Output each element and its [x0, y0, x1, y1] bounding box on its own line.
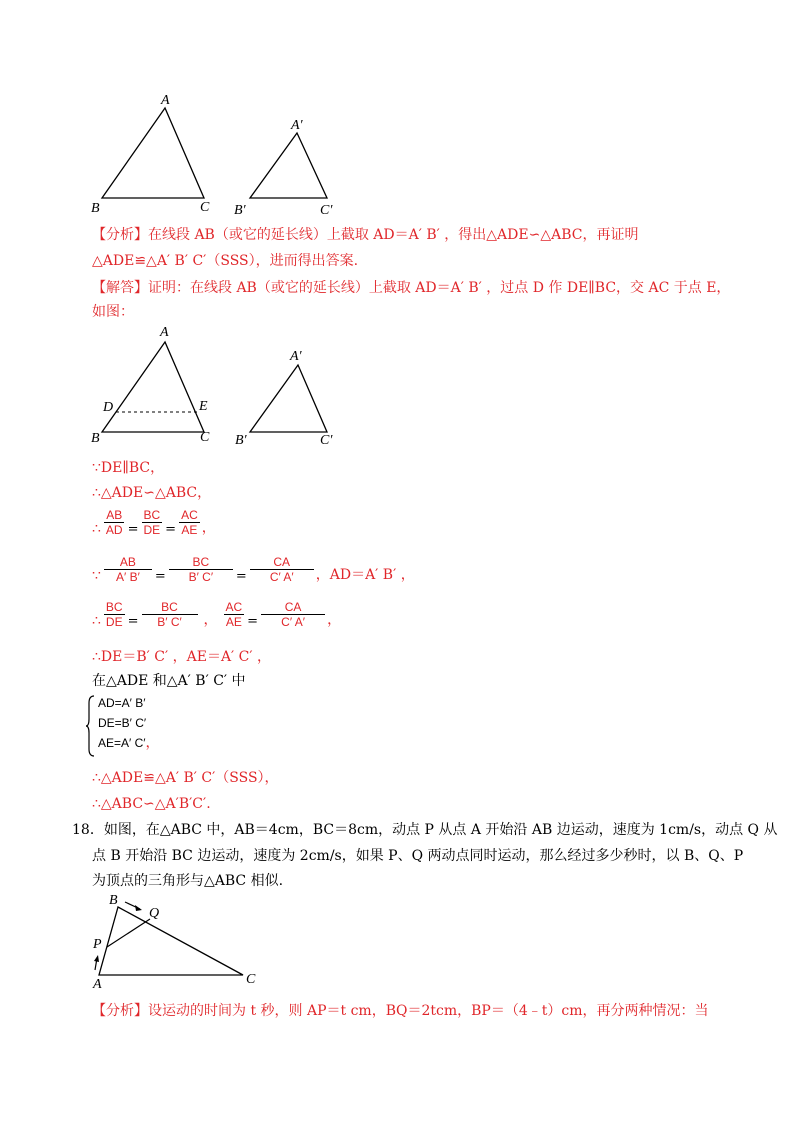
step-4-ratios: ∵ $\frac{AB}{A' B'}$ = $\frac{BC}{B' C'}$ = $\frac{CA}{C' A'}$ ，AD＝A′ B′ ，	[92, 555, 415, 584]
fig1-label-B-prime: B′	[234, 203, 246, 218]
fig2-label-B: B	[91, 431, 100, 446]
analysis-2-line-1	[92, 1001, 708, 1021]
solution-1-text: 证明：在线段 AB（或它的延长线）上截取 AD＝A′ B′ ，过点 D 作 DE∥BC，交 AC 于点 E，	[148, 280, 731, 296]
fig3-label-C: C	[246, 972, 256, 987]
analysis-tag: 【分析】	[92, 1003, 148, 1019]
fraction: $\frac{CA}{C' A'}$	[261, 600, 325, 629]
fraction: $\frac{BC}{DE}$	[143, 508, 161, 537]
fraction: $\frac{AC}{AE}$	[225, 600, 243, 629]
equation-system	[90, 693, 160, 753]
fig2-label-C-prime: C′	[320, 433, 333, 448]
fraction: $\frac{CA}{C' A'}$	[250, 555, 314, 584]
step-7: 在△ADE 和△A′ B′ C′ 中	[92, 673, 246, 689]
fig2-label-B-prime: B′	[235, 433, 247, 448]
step-8: ∴△ADE≌△A′ B′ C′（SSS），	[92, 770, 279, 786]
fig2-label-A-prime: A′	[290, 349, 302, 364]
problem-18-line-1: 18．如图，在△ABC 中，AB＝4cm，BC＝8cm，动点 P 从点 A 开始沿 AB 边运动，速度为 1cm/s，动点 Q 从	[72, 822, 778, 838]
figure-1-triangles	[80, 88, 360, 223]
figure-3-triangle	[85, 895, 260, 990]
analysis-1-text: 在线段 AB（或它的延长线）上截取 AD＝A′ B′ ，得出△ADE∽△ABC，再证明	[148, 227, 639, 243]
fraction: $\frac{BC}{DE}$	[105, 600, 123, 629]
fig1-label-C-prime: C′	[320, 203, 333, 218]
therefore-symbol: ∴	[92, 521, 101, 537]
problem-18-line-3: 为顶点的三角形与△ABC 相似.	[92, 873, 284, 889]
fraction: $\frac{AB}{A' B'}$	[104, 555, 152, 584]
step-9: ∴△ABC∽△A′B′C′.	[92, 796, 211, 812]
analysis-tag: 【分析】	[92, 227, 148, 243]
fig3-label-B: B	[109, 893, 118, 908]
fig1-label-B: B	[91, 201, 100, 216]
fig1-label-A: A	[161, 93, 170, 108]
step-5-ratios: ∴ $\frac{BC}{DE}$ = $\frac{BC}{B' C'}$ ， $\frac{AC}{AE}$ = $\frac{CA}{C' A'}$ ，	[92, 600, 342, 629]
fig3-label-A: A	[93, 977, 102, 992]
system-eq-1: AD=A′ B′	[98, 696, 146, 710]
solution-1-line-1	[92, 278, 730, 298]
figure-2-triangles	[80, 330, 360, 440]
fig2-label-D: D	[103, 400, 114, 415]
fig1-label-C: C	[200, 200, 210, 215]
step-3-end: ，	[201, 520, 216, 536]
fig1-label-A-prime: A′	[291, 118, 303, 133]
fraction: $\frac{BC}{B' C'}$	[142, 600, 198, 629]
fraction: $\frac{AC}{AE}$	[181, 508, 198, 537]
step-6: ∴DE＝B′ C′ ，AE＝A′ C′ ，	[92, 649, 272, 665]
analysis-1-line-1	[92, 225, 638, 245]
because-symbol: ∵	[92, 568, 101, 584]
system-eq-2: DE=B′ C′	[98, 716, 147, 730]
problem-18-line-2: 点 B 开始沿 BC 边运动，速度为 2cm/s，如果 P、Q 两动点同时运动，那么经过多少秒时，以 B、Q、P	[92, 848, 744, 864]
step-1: ∵DE∥BC，	[92, 460, 165, 476]
fig3-label-P: P	[93, 937, 102, 952]
system-eq-3: AE=A′ C′，	[98, 735, 160, 751]
fig3-label-Q: Q	[149, 906, 160, 921]
fraction: $\frac{AB}{AD}$	[105, 508, 123, 537]
solution-1-line-2: 如图：	[92, 304, 134, 320]
therefore-symbol: ∴	[92, 613, 101, 629]
analysis-2-text: 设运动的时间为 t 秒，则 AP＝t cm，BQ＝2tcm，BP＝（4﹣t）cm，再分两种情况：当	[148, 1003, 709, 1019]
step-5-end: ，	[327, 612, 342, 628]
solution-tag: 【解答】	[92, 280, 148, 296]
fig2-label-A: A	[160, 325, 169, 340]
step-4-end: ，AD＝A′ B′ ，	[315, 567, 415, 583]
analysis-1-line-2: △ADE≌△A′ B′ C′（SSS），进而得出答案.	[92, 253, 359, 269]
step-3-ratios: ∴ $\frac{AB}{AD}$ = $\frac{BC}{DE}$ = $\frac{AC}{AE}$ ，	[92, 508, 216, 537]
step-2: ∴△ADE∽△ABC，	[92, 485, 212, 501]
fig2-label-E: E	[199, 399, 208, 414]
fig2-label-C: C	[200, 430, 210, 445]
fraction: $\frac{BC}{B' C'}$	[169, 555, 233, 584]
